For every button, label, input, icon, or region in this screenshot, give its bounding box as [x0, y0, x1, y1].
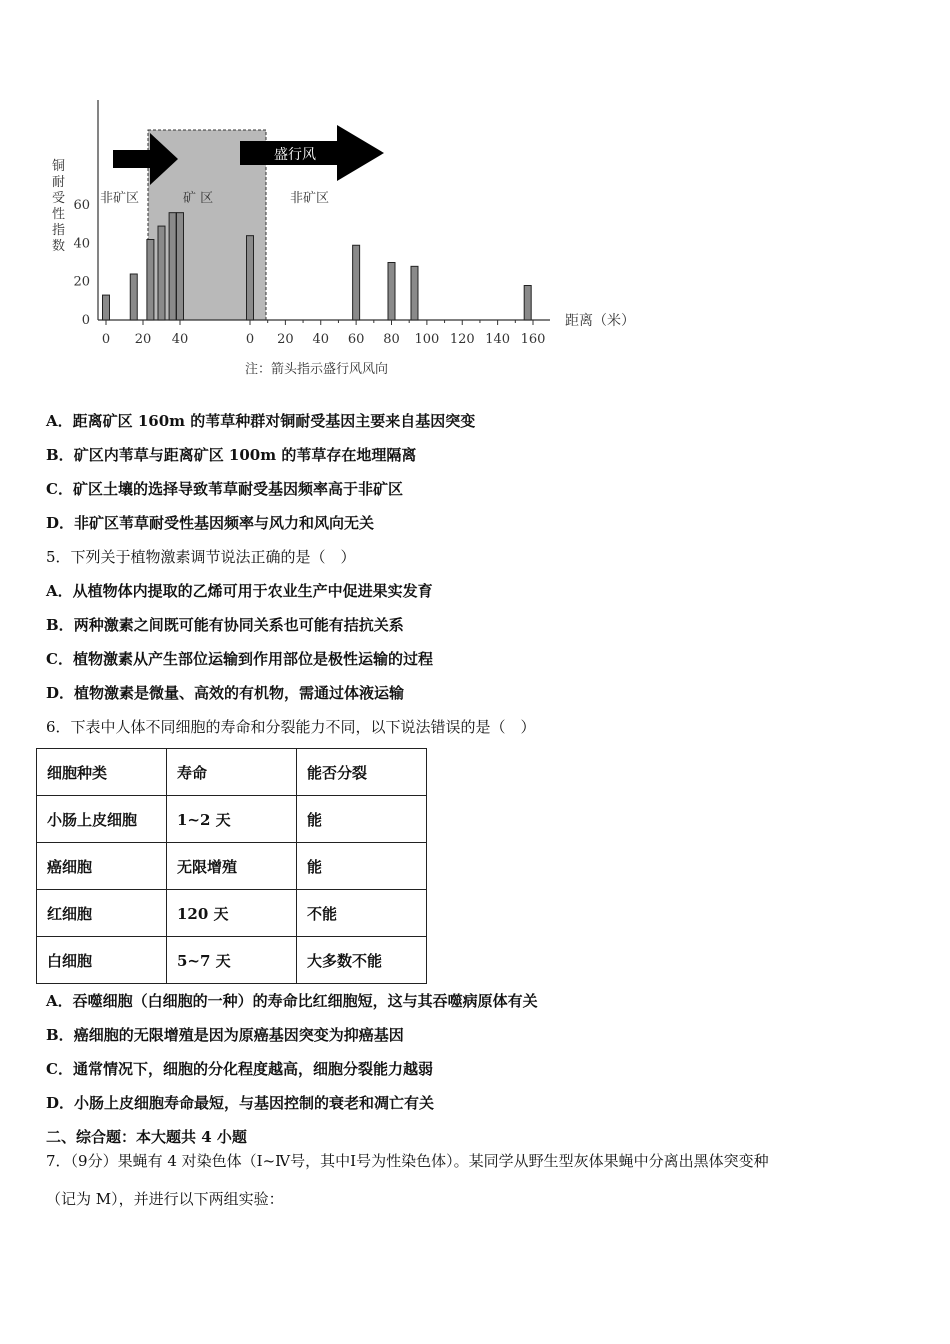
table-row — [37, 890, 427, 937]
q5-stem: 5．下列关于植物激素调节说法正确的是（ ） — [46, 548, 356, 566]
y-label-char: 受 — [52, 191, 66, 206]
tolerance-chart — [40, 95, 640, 385]
bar — [103, 295, 110, 320]
x-tick-label: 40 — [171, 332, 189, 347]
y-label-char: 性 — [52, 207, 66, 222]
q4-option-b: B．矿区内苇草与距离矿区 100m 的苇草存在地理隔离 — [46, 446, 417, 464]
x-tick-label: 0 — [101, 332, 111, 347]
bar — [177, 213, 184, 320]
x-tick-label: 60 — [347, 332, 365, 347]
y-tick-label: 20 — [73, 274, 90, 290]
bar — [130, 274, 137, 320]
bar — [169, 213, 176, 320]
chart-note: 注：箭头指示盛行风风向 — [245, 362, 389, 377]
table-header-cell: 细胞种类 — [37, 749, 167, 796]
cell-table — [36, 748, 427, 984]
q6-option-d: D．小肠上皮细胞寿命最短，与基因控制的衰老和凋亡有关 — [46, 1094, 435, 1112]
table-row — [37, 843, 427, 890]
table-cell: 红细胞 — [37, 890, 167, 937]
y-axis-label — [52, 158, 65, 254]
x-tick-label: 20 — [134, 332, 152, 347]
table-cell: 120 天 — [167, 890, 297, 937]
q5-option-c: C．植物激素从产生部位运输到作用部位是极性运输的过程 — [46, 650, 433, 668]
x-tick-label: 40 — [312, 332, 330, 347]
y-tick-label: 40 — [73, 236, 90, 252]
q4-option-d: D．非矿区苇草耐受性基因频率与风力和风向无关 — [46, 514, 375, 532]
q6-stem: 6．下表中人体不同细胞的寿命和分裂能力不同，以下说法错误的是（ ） — [46, 718, 536, 736]
table-row — [37, 796, 427, 843]
q5-option-b: B．两种激素之间既可能有协同关系也可能有拮抗关系 — [46, 616, 404, 634]
table-cell: 能 — [297, 796, 427, 843]
table-row — [37, 937, 427, 984]
y-tick-label: 0 — [81, 313, 90, 328]
table-cell: 小肠上皮细胞 — [37, 796, 167, 843]
table-header-cell: 能否分裂 — [297, 749, 427, 796]
table-header-cell: 寿命 — [167, 749, 297, 796]
table-cell: 大多数不能 — [297, 937, 427, 984]
x-tick-label: 160 — [520, 332, 546, 347]
x-tick-label: 20 — [277, 332, 294, 347]
bar — [247, 236, 254, 320]
x-tick-label: 100 — [414, 332, 440, 347]
table-cell: 能 — [297, 843, 427, 890]
q5-option-d: D．植物激素是微量、高效的有机物，需通过体液运输 — [46, 684, 405, 702]
q5-option-a: A．从植物体内提取的乙烯可用于农业生产中促进果实发育 — [46, 582, 433, 600]
x-axis-label: 距离（米） — [565, 313, 635, 329]
q4-option-a: A．距离矿区 160m 的苇草种群对铜耐受基因主要来自基因突变 — [46, 412, 476, 430]
x-tick-label: 80 — [383, 332, 400, 347]
x-tick-label: 120 — [449, 332, 475, 347]
bar — [147, 240, 154, 321]
bar — [524, 286, 531, 321]
y-tick-label: 60 — [73, 198, 90, 213]
bar — [388, 263, 395, 321]
table-cell: 白细胞 — [37, 937, 167, 984]
y-label-char: 耐 — [52, 175, 66, 190]
table-cell: 无限增殖 — [167, 843, 297, 890]
region-right-label: 非矿区 — [290, 191, 330, 206]
x-tick-label: 0 — [245, 332, 255, 347]
x-tick-label: 140 — [485, 332, 511, 347]
region-mine-label: 矿 区 — [183, 191, 214, 206]
y-label-char: 指 — [52, 223, 66, 238]
bar — [353, 245, 360, 320]
region-left-label: 非矿区 — [100, 191, 140, 206]
table-header-row — [37, 749, 427, 796]
table-cell: 5~7 天 — [167, 937, 297, 984]
section-heading: 二、综合题：本大题共 4 小题 — [46, 1128, 247, 1146]
y-label-char: 数 — [52, 239, 66, 254]
y-label-char: 铜 — [52, 159, 66, 174]
q7-stem-line1: 7．（9分）果蝇有 4 对染色体（Ⅰ~Ⅳ号，其中Ⅰ号为性染色体）。某同学从野生型灰体果蝇中分离出黑体突变种 — [46, 1152, 769, 1170]
q7-stem-line2: （记为 M），并进行以下两组实验： — [46, 1190, 284, 1208]
wind-label: 盛行风 — [274, 147, 316, 163]
q6-option-b: B．癌细胞的无限增殖是因为原癌基因突变为抑癌基因 — [46, 1026, 404, 1044]
bar — [158, 226, 165, 320]
q4-option-c: C．矿区土壤的选择导致苇草耐受基因频率高于非矿区 — [46, 480, 403, 498]
bar — [411, 266, 418, 320]
q6-option-a: A．吞噬细胞（白细胞的一种）的寿命比红细胞短，这与其吞噬病原体有关 — [46, 992, 538, 1010]
q6-option-c: C．通常情况下，细胞的分化程度越高，细胞分裂能力越弱 — [46, 1060, 433, 1078]
table-cell: 不能 — [297, 890, 427, 937]
table-cell: 1~2 天 — [167, 796, 297, 843]
table-cell: 癌细胞 — [37, 843, 167, 890]
